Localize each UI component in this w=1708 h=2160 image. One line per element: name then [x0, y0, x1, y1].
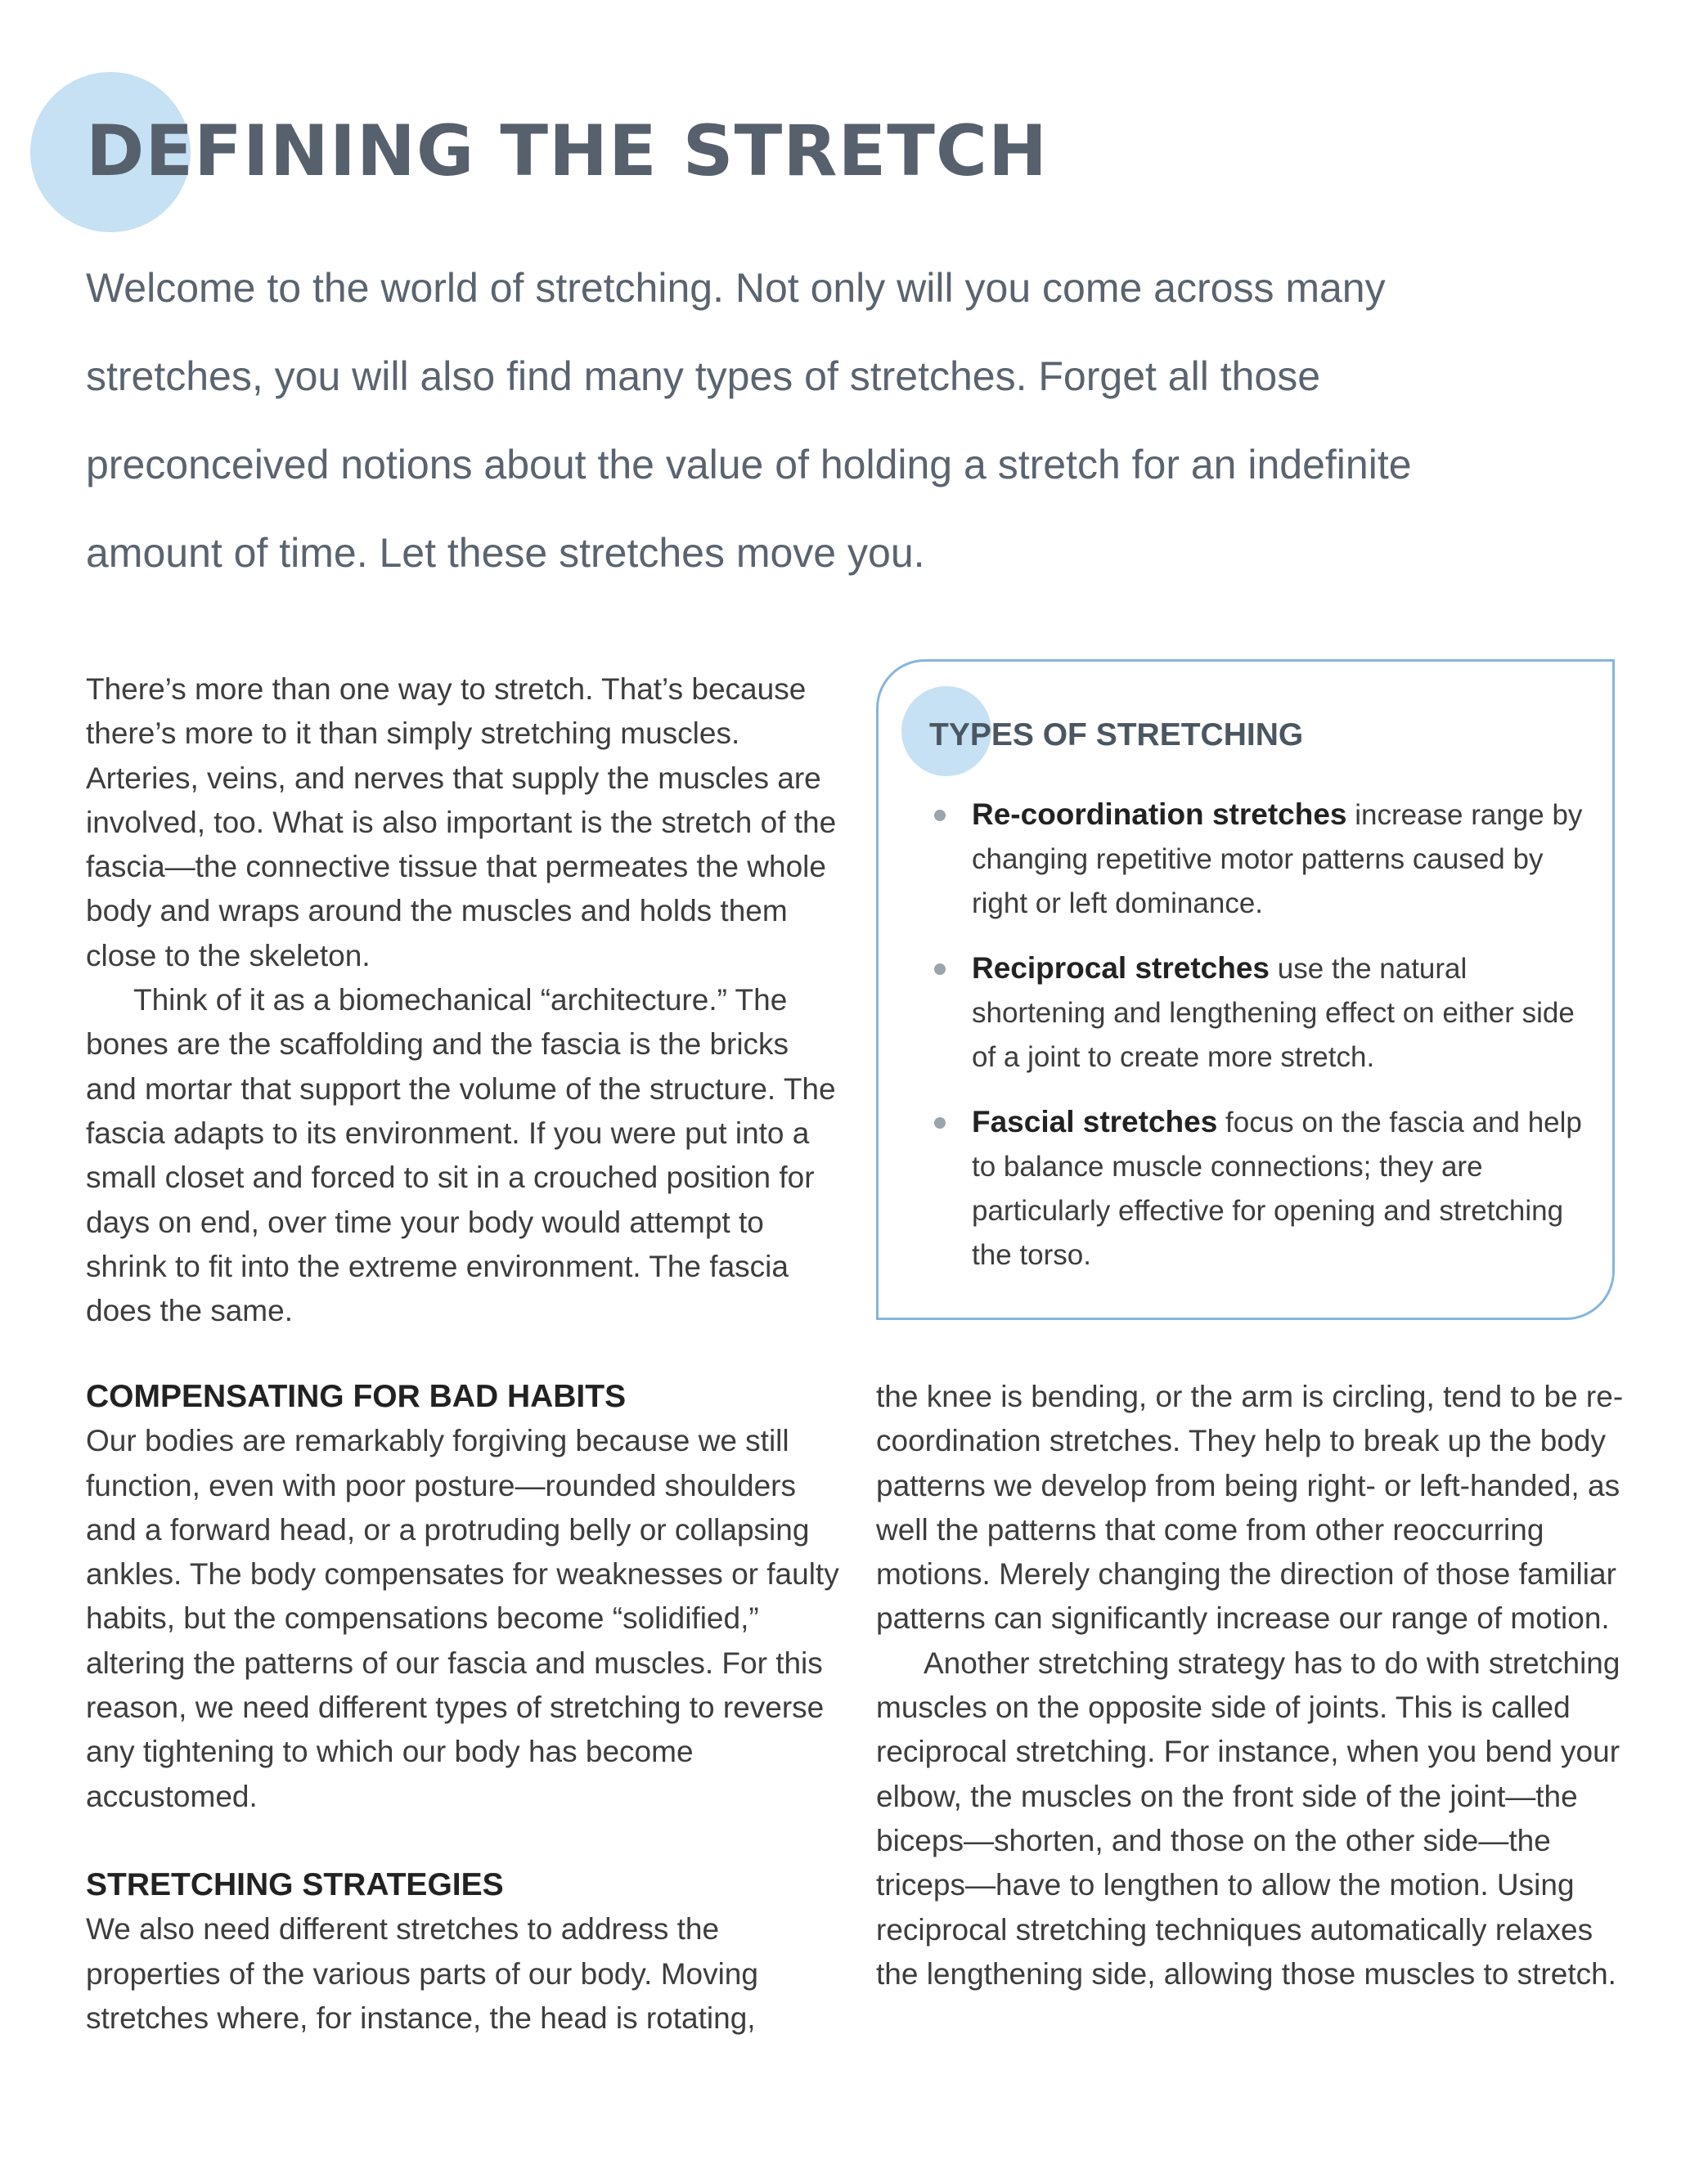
sidebar-title: TYPES OF STRETCHING: [929, 717, 1304, 752]
body-paragraph: There’s more than one way to stretch. That’s because there’s more to it than simply stretching muscles. Arteries, veins, and nerves that supply the muscles are involved, too. What is also important is the stretch of the fascia—the connective tissue that permeates the whole body and wraps around the muscles and holds them close to the skeleton.: [86, 672, 837, 972]
left-column-top: [86, 667, 843, 1333]
right-column-bottom: [876, 1375, 1625, 1996]
list-item-text: increase range by changing repetitive motor patterns caused by right or left dominance.: [972, 799, 1583, 919]
section-spacer: [86, 1819, 843, 1863]
list-item: [929, 946, 1584, 1080]
intro-paragraph: Welcome to the world of stretching. Not only will you come across many stretches, you will also find many types of stretches. Forget all those preconceived notions about the value of holding a stretch for an indefinite amount of time. Let these stretches move you.: [86, 265, 1412, 576]
body-paragraph: We also need different stretches to address the properties of the various parts of our body. Moving stretches where, for instance, the head is rotating,: [86, 1912, 758, 2035]
list-item-text: focus on the fascia and help to balance muscle connections; they are particularly effective for opening and stretching the torso.: [972, 1107, 1582, 1271]
left-column-bottom: [86, 1375, 843, 2041]
list-item: [929, 793, 1584, 926]
list-item: [929, 1100, 1584, 1278]
body-paragraph: Another stretching strategy has to do with stretching muscles on the opposite side of joints. This is called reciprocal stretching. For instance, when you bend your elbow, the muscles on the front side of the joint—the biceps—shorten, and those on the other side—the triceps—have to lengthen to allow the motion. Using reciprocal stretching techniques automatically relaxes the lengthening side, allowing those muscles to stretch.: [876, 1646, 1620, 1991]
body-paragraph: Our bodies are remarkably forgiving because we still function, even with poor posture—rounded shoulders and a forward head, or a protruding belly or collapsing ankles. The body compensates for weaknesses or faulty habits, but the compensations become “solidified,” altering the patterns of our fascia and muscles. For this reason, we need different types of stretching to reverse any tightening to which our body has become accustomed.: [86, 1424, 839, 1813]
page-title: DEFINING THE STRETCH: [86, 110, 1049, 192]
body-paragraph: Think of it as a biomechanical “architecture.” The bones are the scaffolding and the fascia is the bricks and mortar that support the volume of the structure. The fascia adapts to its environment. If you were put into a small closet and forced to sit in a crouched position for days on end, over time your body would attempt to shrink to fit into the extreme environment. The fascia does the same.: [86, 983, 836, 1328]
bullet-icon: [934, 810, 946, 821]
list-item-term: Reciprocal stretches: [972, 951, 1270, 985]
section-heading-compensating: COMPENSATING FOR BAD HABITS: [86, 1379, 627, 1414]
list-item-term: Re-coordination stretches: [972, 797, 1347, 831]
section-heading-strategies: STRETCHING STRATEGIES: [86, 1866, 504, 1902]
types-of-stretching-sidebar: [876, 659, 1615, 1320]
sidebar-list: [929, 793, 1584, 1298]
list-item-text: use the natural shortening and lengthening effect on either side of a joint to create more stretch.: [972, 953, 1575, 1073]
bullet-icon: [934, 1117, 946, 1129]
list-item-term: Fascial stretches: [972, 1105, 1218, 1138]
bullet-icon: [934, 963, 946, 975]
body-paragraph: the knee is bending, or the arm is circling, tend to be re-coordination stretches. They help to break up the body patterns we develop from being right- or left-handed, as well the patterns that come from other reoccurring motions. Merely changing the direction of those familiar patterns can significantly increase our range of motion.: [876, 1380, 1624, 1636]
